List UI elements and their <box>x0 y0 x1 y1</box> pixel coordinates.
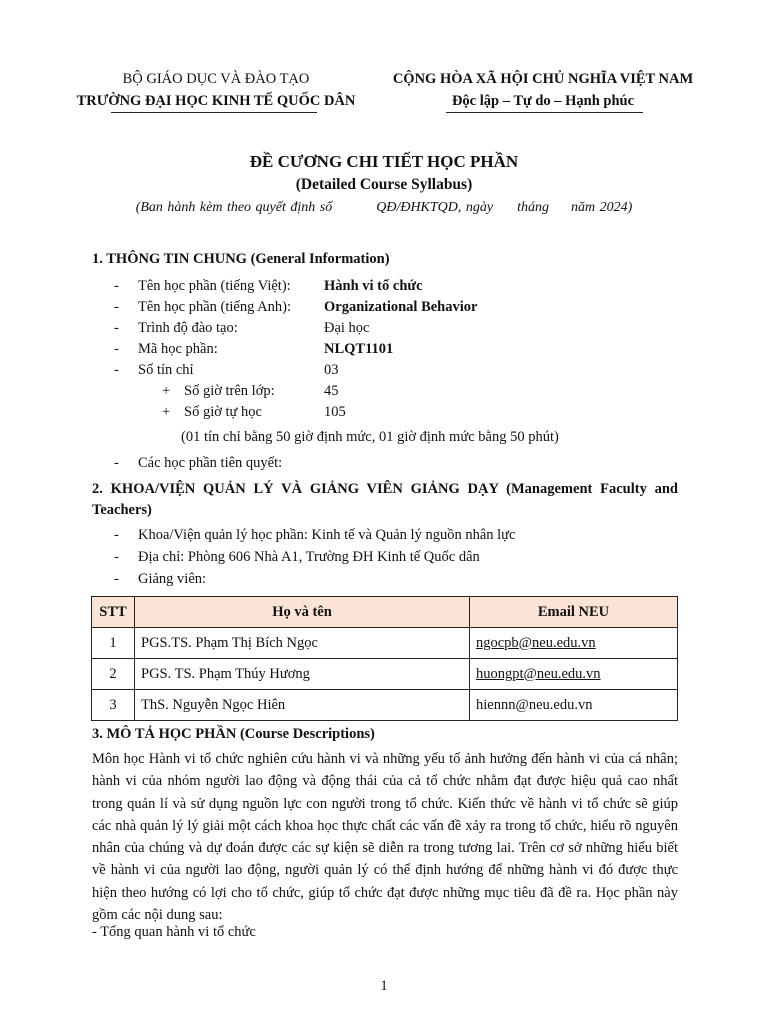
right-header-rule <box>446 112 643 113</box>
cell-email: hiennn@neu.edu.vn <box>470 690 678 721</box>
info-row-prerequisites: - Các học phần tiên quyết: <box>114 455 283 471</box>
address-row: - Địa chỉ: Phòng 606 Nhà A1, Trường ĐH Kinh tế Quốc dân <box>114 549 480 565</box>
lecturers-table <box>91 596 678 721</box>
national-motto: Độc lập – Tự do – Hạnh phúc <box>451 93 635 109</box>
issuance-note <box>0 200 768 216</box>
left-header-rule <box>111 112 317 113</box>
info-row-level: - Trình độ đào tạo: Đại học <box>114 320 370 336</box>
ministry-name: BỘ GIÁO DỤC VÀ ĐÀO TẠO <box>122 71 310 87</box>
table-row <box>92 690 678 721</box>
table-row <box>92 659 678 690</box>
table-header-row <box>92 597 678 628</box>
email-link[interactable]: huongpt@neu.edu.vn <box>476 665 601 682</box>
cell-name: PGS.TS. Phạm Thị Bích Ngọc <box>135 628 470 659</box>
document-title: ĐỀ CƯƠNG CHI TIẾT HỌC PHẦN <box>249 152 519 171</box>
cell-name: PGS. TS. Phạm Thúy Hương <box>135 659 470 690</box>
cell-stt: 1 <box>92 628 135 659</box>
cell-name: ThS. Nguyễn Ngọc Hiên <box>135 690 470 721</box>
issuance-part-c: tháng <box>517 200 549 215</box>
issuance-part-a: (Ban hành kèm theo quyết định số <box>135 200 333 215</box>
page-number: 1 <box>380 978 388 994</box>
info-subrow-self-study: + Số giờ tự học 105 <box>162 404 346 420</box>
cell-stt: 2 <box>92 659 135 690</box>
info-row-en-name: - Tên học phần (tiếng Anh): Organizational Behavior <box>114 299 478 315</box>
issuance-part-d: năm 2024) <box>571 200 633 215</box>
section-3-heading: 3. MÔ TẢ HỌC PHẦN (Course Descriptions) <box>92 726 375 742</box>
republic-header <box>378 68 708 112</box>
lecturers-row: - Giảng viên: <box>114 571 207 587</box>
info-row-code: - Mã học phần: NLQT1101 <box>114 341 394 357</box>
section-1-heading: 1. THÔNG TIN CHUNG (General Information) <box>92 251 390 267</box>
ministry-header <box>60 68 372 112</box>
document-subtitle: (Detailed Course Syllabus) <box>295 176 473 193</box>
description-bullet: - Tổng quan hành vi tổ chức <box>92 924 256 940</box>
email-link[interactable]: ngocpb@neu.edu.vn <box>476 634 596 651</box>
section-2-heading: 2. KHOA/VIỆN QUẢN LÝ VÀ GIẢNG VIÊN GIẢNG DẠY (Management Faculty and Teachers) <box>92 481 678 518</box>
issuance-part-b: QĐ/ĐHKTQD, ngày <box>376 200 494 215</box>
faculty-row: - Khoa/Viện quản lý học phần: Kinh tế và Quản lý nguồn nhân lực <box>114 527 516 543</box>
header-stt: STT <box>92 597 135 628</box>
info-row-credits: - Số tín chỉ 03 <box>114 362 339 378</box>
header-name: Họ và tên <box>135 597 470 628</box>
info-subrow-class-hours: + Số giờ trên lớp: 45 <box>162 383 339 399</box>
republic-name: CỘNG HÒA XÃ HỘI CHỦ NGHĨA VIỆT NAM <box>392 71 694 87</box>
credit-note: (01 tín chỉ bằng 50 giờ định mức, 01 giờ định mức bằng 50 phút) <box>181 429 559 445</box>
university-name: TRƯỜNG ĐẠI HỌC KINH TẾ QUỐC DÂN <box>76 93 356 109</box>
table-row <box>92 628 678 659</box>
header-email: Email NEU <box>470 597 678 628</box>
course-description: Môn học Hành vi tổ chức nghiên cứu hành vi và những yếu tố ảnh hưởng đến hành vi của cá nhân; hành vi của nhóm người lao động và động thái của cả tổ chức nhằm đạt được hiệu quả cao nhất trong quản lí và sử dụng nguồn lực con người trong tổ chức. Kiến thức về hành vi tổ chức sẽ giúp các nhà quản lý lý giải một cách khoa học thực chất các vấn đề xảy ra trong tổ chức, hiểu rõ nguyên nhân của chúng và dự đoán được các sự kiện sẽ diễn ra trong tương lai. Trên cơ sở những hiểu biết về hành vi của người lao động, người quản lý có thể định hướng để những hành vi đó được thực hiện theo hướng có lợi cho tổ chức, giúp tổ chức đạt được những mục tiêu đã đề ra. Học phần này gồm các nội dung sau: <box>92 751 678 924</box>
info-row-vn-name: - Tên học phần (tiếng Việt): Hành vi tổ chức <box>114 278 423 294</box>
cell-stt: 3 <box>92 690 135 721</box>
